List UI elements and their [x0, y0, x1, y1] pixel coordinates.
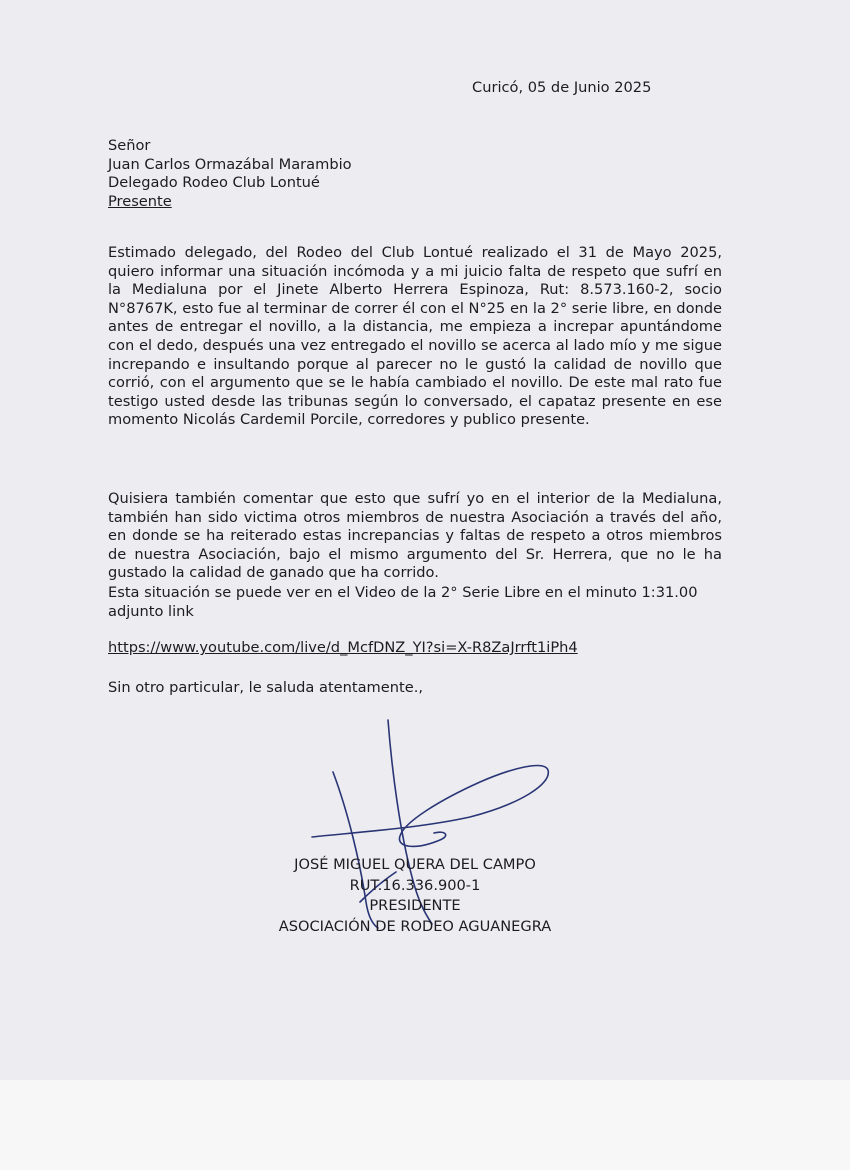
- video-link[interactable]: https://www.youtube.com/live/d_McfDNZ_YI?si=X-R8ZaJrrft1iPh4: [108, 639, 578, 656]
- signer-name: JOSÉ MIGUEL QUERA DEL CAMPO: [294, 856, 536, 873]
- recipient-block: [108, 137, 352, 211]
- recipient-name: Juan Carlos Ormazábal Marambio: [108, 155, 352, 173]
- body-paragraph-1: Estimado delegado, del Rodeo del Club Lontué realizado el 31 de Mayo 2025, quiero informar una situación incómoda y a mi juicio falta de respeto que sufrí en la Medialuna por el Jinete Alberto Herrera Espinoza, Rut: 8.573.160-2, socio N°8767K, esto fue al terminar de correr él con el N°25 en la 2° serie libre, en donde antes de entregar el novillo, a la distancia, me empieza a increpar apuntándome con el dedo, después una vez entregado el novillo se acerca al lado mío y me sigue increpando e insultando porque al parecer no le gustó la calidad de novillo que corrió, con el argumento que se le había cambiado el novillo. De este mal rato fue testigo usted desde las tribunas según lo conversado, el capataz presente en ese momento Nicolás Cardemil Porcile, corredores y publico presente.: [108, 244, 722, 429]
- closing-line: Sin otro particular, le saluda atentamente.,: [108, 679, 423, 696]
- body-paragraph-3: Esta situación se puede ver en el Video de la 2° Serie Libre en el minuto 1:31.00 adjunto link: [108, 584, 698, 620]
- signer-title: PRESIDENTE: [369, 897, 461, 915]
- signer-organization: ASOCIACIÓN DE RODEO AGUANEGRA: [278, 917, 552, 935]
- scan-margin: [0, 1080, 850, 1170]
- signer-rut: RUT.16.336.900-1: [349, 876, 481, 894]
- letter-date: Curicó, 05 de Junio 2025: [472, 79, 652, 96]
- body-paragraph-2: Quisiera también comentar que esto que sufrí yo en el interior de la Medialuna, también han sido victima otros miembros de nuestra Asociación a través del año, en donde se ha reiterado estas increpancias y faltas de respeto a otros miembros de nuestra Asociación, bajo el mismo argumento del Sr. Herrera, que no le ha gustado la calidad de ganado que ha corrido.: [108, 490, 722, 582]
- signature-block: [250, 855, 580, 937]
- recipient-salutation: Señor: [108, 137, 151, 154]
- recipient-role: Delegado Rodeo Club Lontué: [108, 174, 320, 191]
- recipient-presente: Presente: [108, 192, 172, 210]
